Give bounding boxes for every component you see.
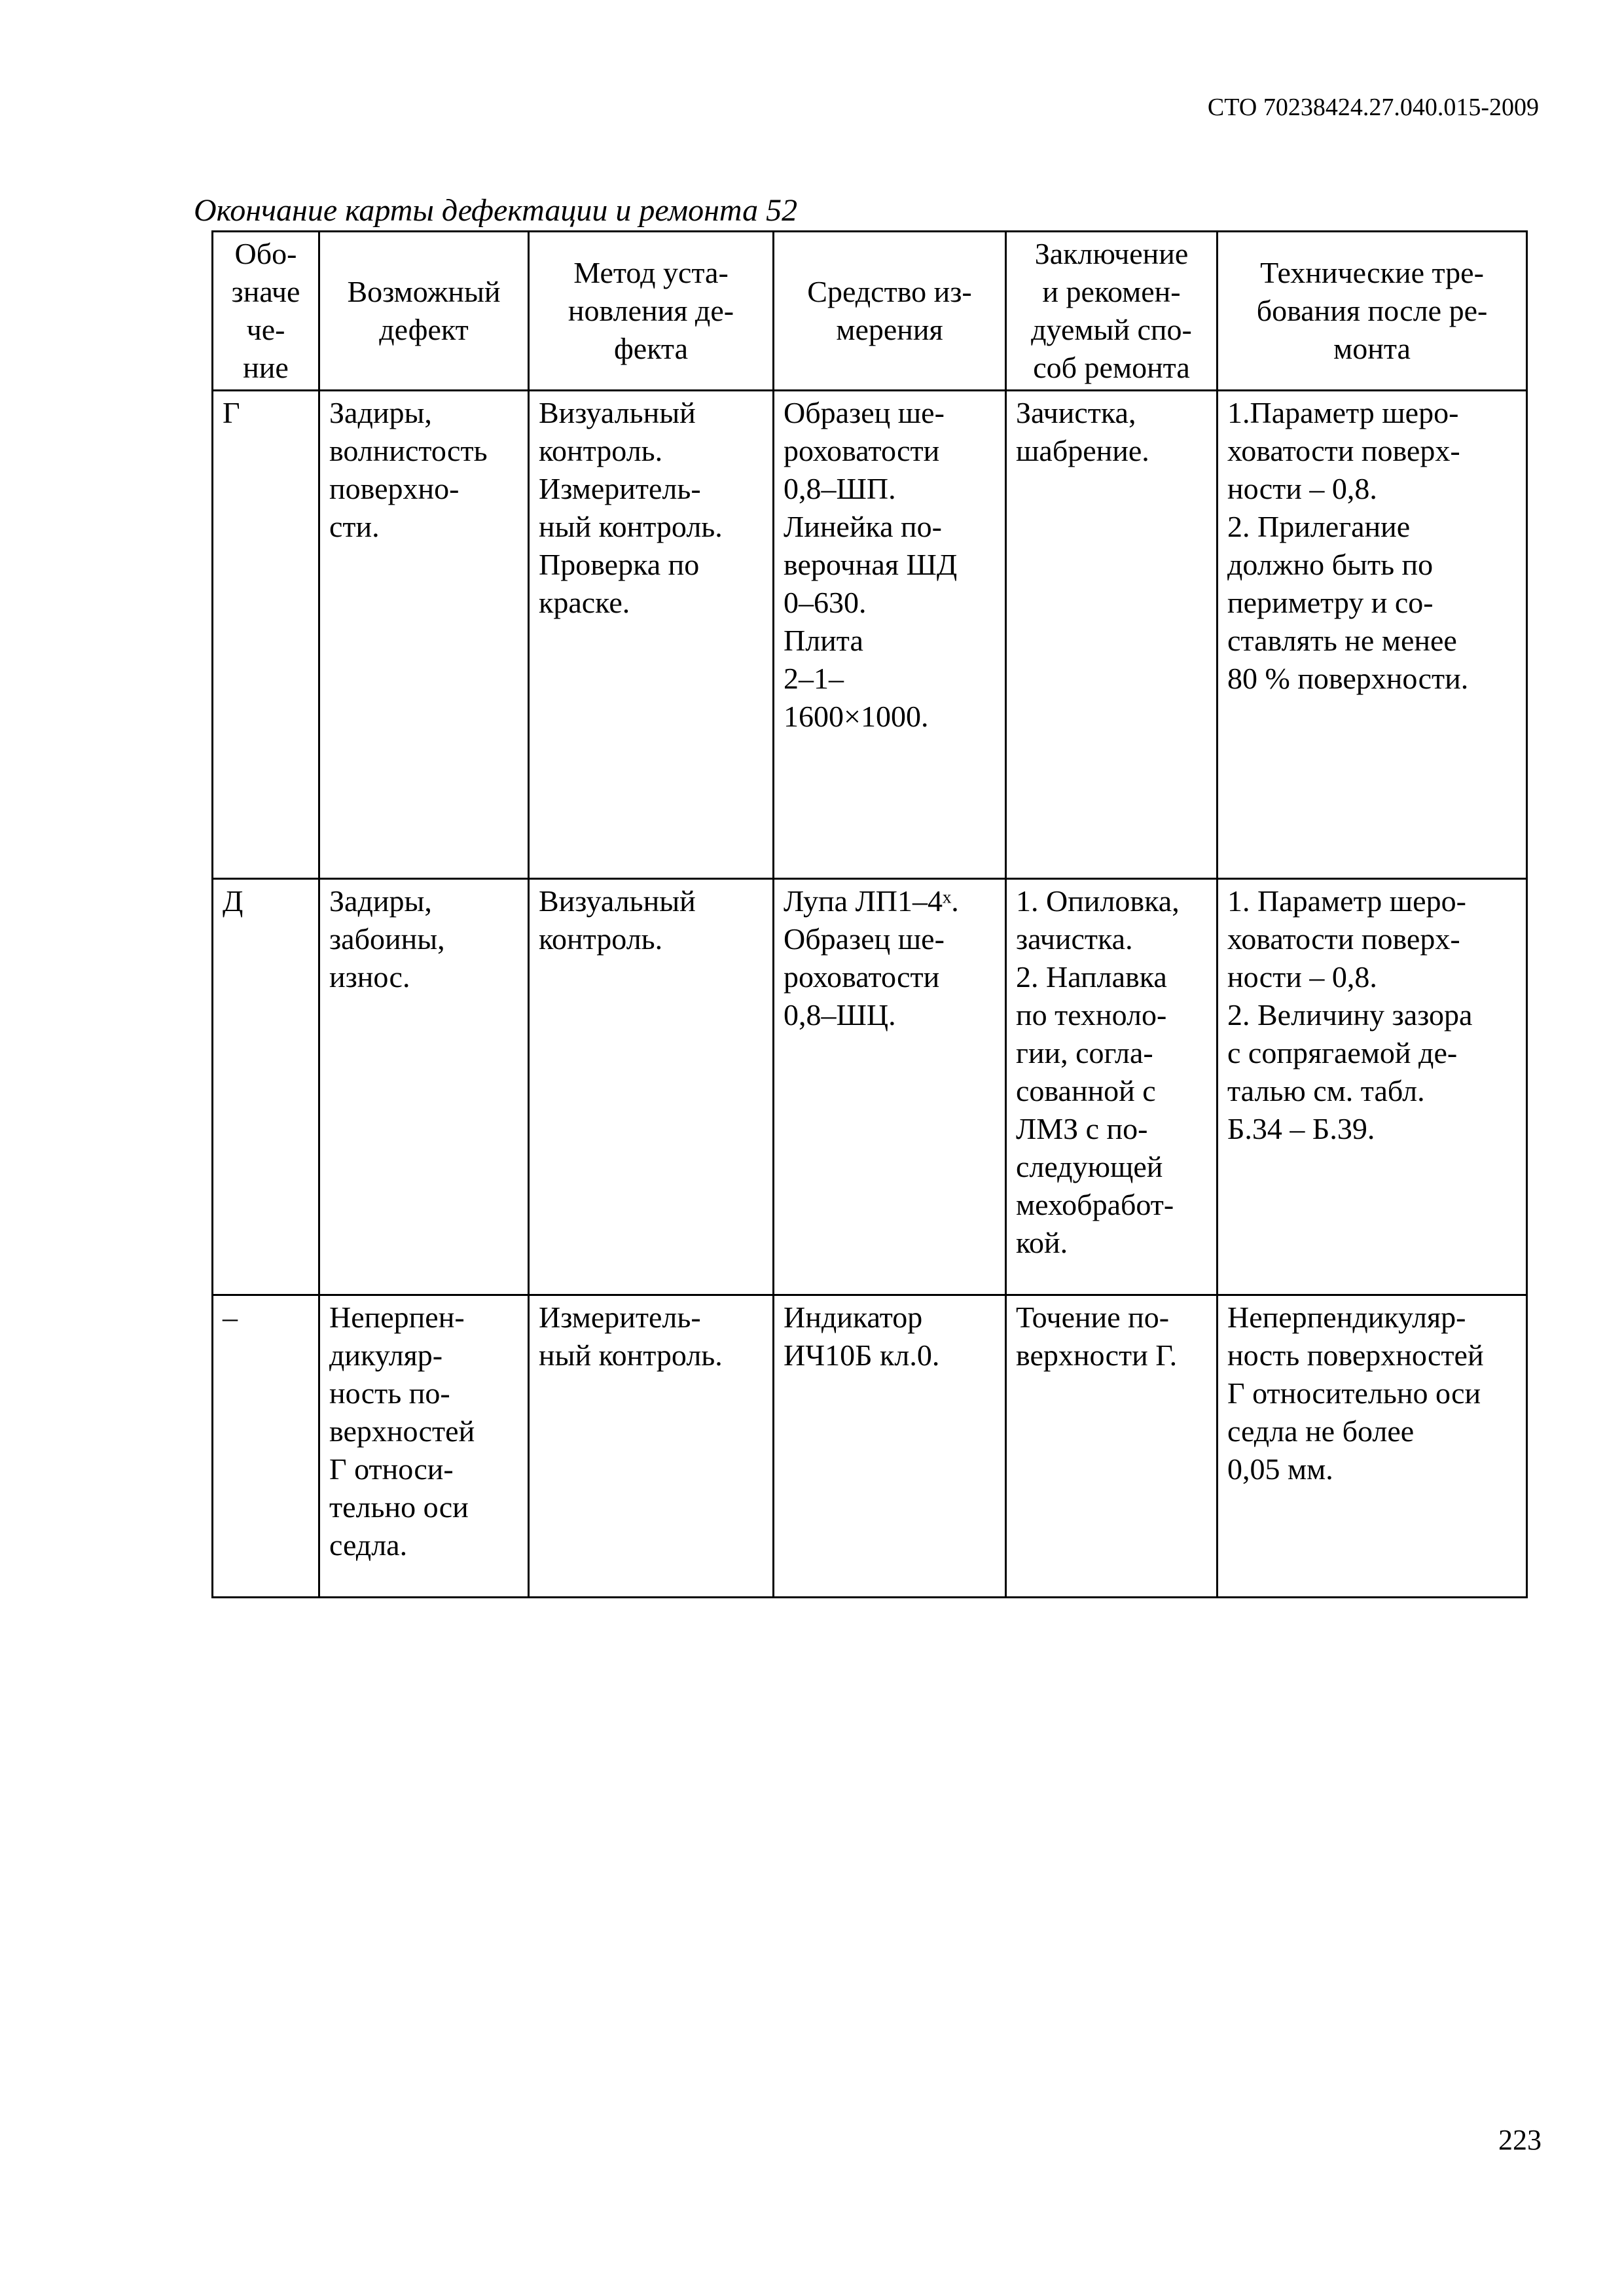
cell-measuring-tool: Лупа ЛП1–4ˣ. Образец ше- роховатости 0,8–ШЦ. <box>774 879 1006 1295</box>
defect-repair-table <box>211 230 1528 1598</box>
column-header-method: Метод уста- новления де- фекта <box>529 232 774 391</box>
cell-measuring-tool: Образец ше- роховатости 0,8–ШП. Линейка по- верочная ШД 0–630. Плита 2–1– 1600×1000. <box>774 391 1006 879</box>
cell-measuring-tool: Индикатор ИЧ10Б кл.0. <box>774 1295 1006 1598</box>
column-header-requirements: Технические тре- бования после ре- монта <box>1218 232 1527 391</box>
page-number: 223 <box>1498 2124 1542 2156</box>
table-row <box>213 391 1527 879</box>
table-header-row <box>213 232 1527 391</box>
cell-designation: Г <box>213 391 319 879</box>
cell-method: Измеритель- ный контроль. <box>529 1295 774 1598</box>
cell-repair-method: Точение по- верхности Г. <box>1006 1295 1218 1598</box>
cell-repair-method: Зачистка, шабрение. <box>1006 391 1218 879</box>
column-header-designation: Обо- значе че- ние <box>213 232 319 391</box>
column-header-repair-method: Заключение и рекомен- дуемый спо- соб ремонта <box>1006 232 1218 391</box>
cell-designation: Д <box>213 879 319 1295</box>
cell-method: Визуальный контроль. <box>529 879 774 1295</box>
cell-defect: Задиры, волнистость поверхно- сти. <box>319 391 529 879</box>
cell-designation: – <box>213 1295 319 1598</box>
cell-requirements: 1.Параметр шеро- ховатости поверх- ности – 0,8. 2. Прилегание должно быть по периметру и со- ставлять не менее 80 % поверхности. <box>1218 391 1527 879</box>
column-header-measuring-tool: Средство из- мерения <box>774 232 1006 391</box>
cell-defect: Задиры, забоины, износ. <box>319 879 529 1295</box>
table-row <box>213 879 1527 1295</box>
table-row <box>213 1295 1527 1598</box>
cell-requirements: 1. Параметр шеро- ховатости поверх- ности – 0,8. 2. Величину зазора с сопрягаемой де- талью см. табл. Б.34 – Б.39. <box>1218 879 1527 1295</box>
column-header-defect: Возможный дефект <box>319 232 529 391</box>
cell-method: Визуальный контроль. Измеритель- ный контроль. Проверка по краске. <box>529 391 774 879</box>
cell-repair-method: 1. Опиловка, зачистка. 2. Наплавка по техноло- гии, согла- сованной с ЛМЗ с по- следующей мехобработ- кой. <box>1006 879 1218 1295</box>
table-caption: Окончание карты дефектации и ремонта 52 <box>194 193 798 228</box>
document-code: СТО 70238424.27.040.015-2009 <box>1207 94 1539 121</box>
cell-defect: Неперпен- дикуляр- ность по- верхностей Г относи- тельно оси седла. <box>319 1295 529 1598</box>
cell-requirements: Неперпендикуляр- ность поверхностей Г относительно оси седла не более 0,05 мм. <box>1218 1295 1527 1598</box>
